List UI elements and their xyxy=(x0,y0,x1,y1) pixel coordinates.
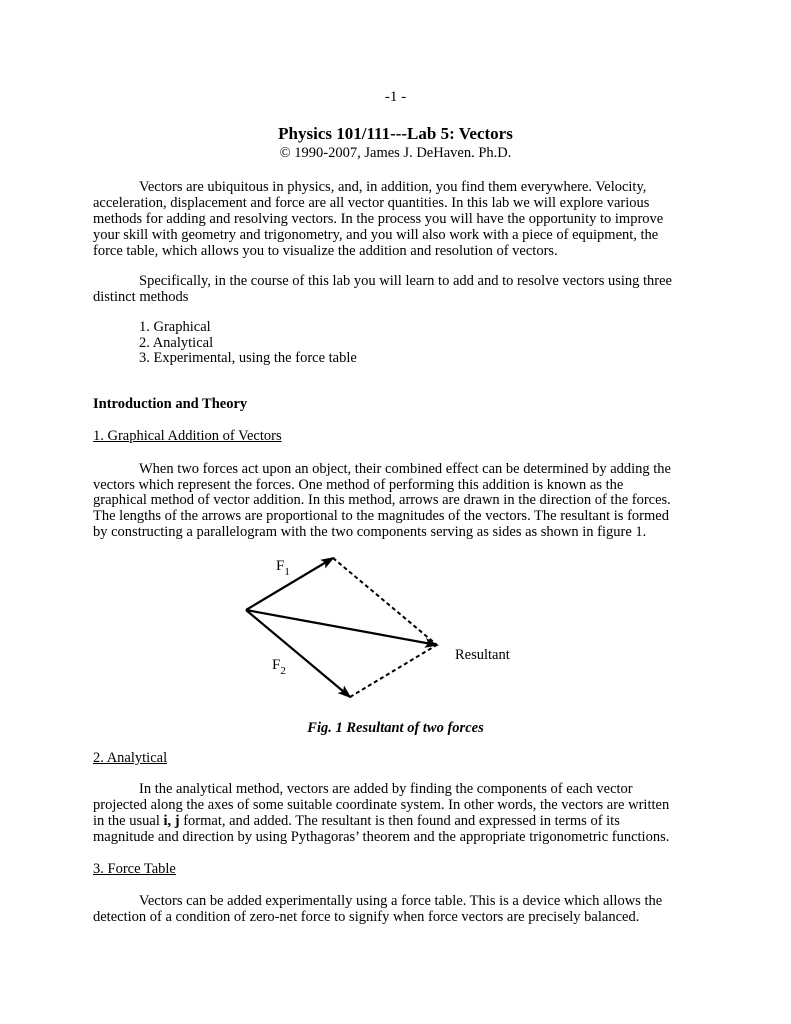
page-number: -1 - xyxy=(384,89,407,105)
section-heading: Introduction and Theory xyxy=(93,396,248,412)
method-item-graphical: 1. Graphical xyxy=(139,319,211,335)
resultant-vector-arrow xyxy=(246,610,437,645)
resultant-label: Resultant xyxy=(455,647,510,663)
intro-line-4: your skill with geometry and trigonometry, and you will also work with a piece of equipment, the xyxy=(93,227,659,243)
analytical-line-3 xyxy=(93,813,620,830)
specific-line-1: Specifically, in the course of this lab you will learn to add and to resolve vectors using three xyxy=(139,273,672,289)
f1-label: $F_1$ xyxy=(276,558,290,578)
f2-vector-arrow xyxy=(246,610,350,697)
intro-line-5: force table, which allows you to visualize the addition and resolution of vectors. xyxy=(93,243,558,259)
f2-label: $F_2$ xyxy=(272,657,286,677)
analytical-line-3-start: in the usual xyxy=(93,813,164,829)
specific-line-2: distinct methods xyxy=(93,289,189,305)
graphical-heading: 1. Graphical Addition of Vectors xyxy=(93,428,282,444)
analytical-heading: 2. Analytical xyxy=(93,750,168,766)
parallelogram-side-lower xyxy=(350,643,440,697)
force-table-line-1: Vectors can be added experimentally using a force table. This is a device which allows the xyxy=(139,893,663,909)
intro-line-2: acceleration, displacement and force are all vector quantities. In this lab we will explore various xyxy=(93,195,650,211)
analytical-line-2: projected along the axes of some suitable coordinate system. In other words, the vectors are written xyxy=(93,797,670,813)
method-item-analytical: 2. Analytical xyxy=(139,335,214,351)
intro-line-3: methods for adding and resolving vectors. In the process you will have the opportunity to improve xyxy=(93,211,664,227)
force-table-heading: 3. Force Table xyxy=(93,861,176,877)
analytical-line-4: magnitude and direction by using Pythagoras’ theorem and the appropriate trigonometric functions. xyxy=(93,829,670,845)
page-title: Physics 101/111---Lab 5: Vectors xyxy=(278,124,513,143)
graphical-line-3: graphical method of vector addition. In this method, arrows are drawn in the direction of the forces. xyxy=(93,492,671,508)
graphical-line-1: When two forces act upon an object, their combined effect can be determined by adding the xyxy=(139,461,671,477)
analytical-line-3-end: format, and added. The resultant is then found and expressed in terms of its xyxy=(179,813,620,829)
graphical-line-2: vectors which represent the forces. One method of performing this addition is known as the xyxy=(93,477,624,493)
graphical-line-5: by constructing a parallelogram with the two components serving as sides as shown in figure 1. xyxy=(93,524,647,540)
analytical-line-1: In the analytical method, vectors are added by finding the components of each vector xyxy=(139,781,633,797)
figure-caption: Fig. 1 Resultant of two forces xyxy=(307,720,484,736)
graphical-line-4: The lengths of the arrows are proportional to the magnitudes of the vectors. The resultant is formed xyxy=(93,508,669,524)
intro-line-1: Vectors are ubiquitous in physics, and, in addition, you find them everywhere. Velocity, xyxy=(139,179,647,195)
ij-notation: i, j xyxy=(163,813,180,829)
copyright-line: © 1990-2007, James J. DeHaven. Ph.D. xyxy=(279,145,512,161)
parallelogram-side-upper xyxy=(333,558,437,645)
force-table-line-2: detection of a condition of zero-net force to signify when force vectors are precisely balanced. xyxy=(93,909,640,925)
method-item-experimental: 3. Experimental, using the force table xyxy=(139,350,357,366)
